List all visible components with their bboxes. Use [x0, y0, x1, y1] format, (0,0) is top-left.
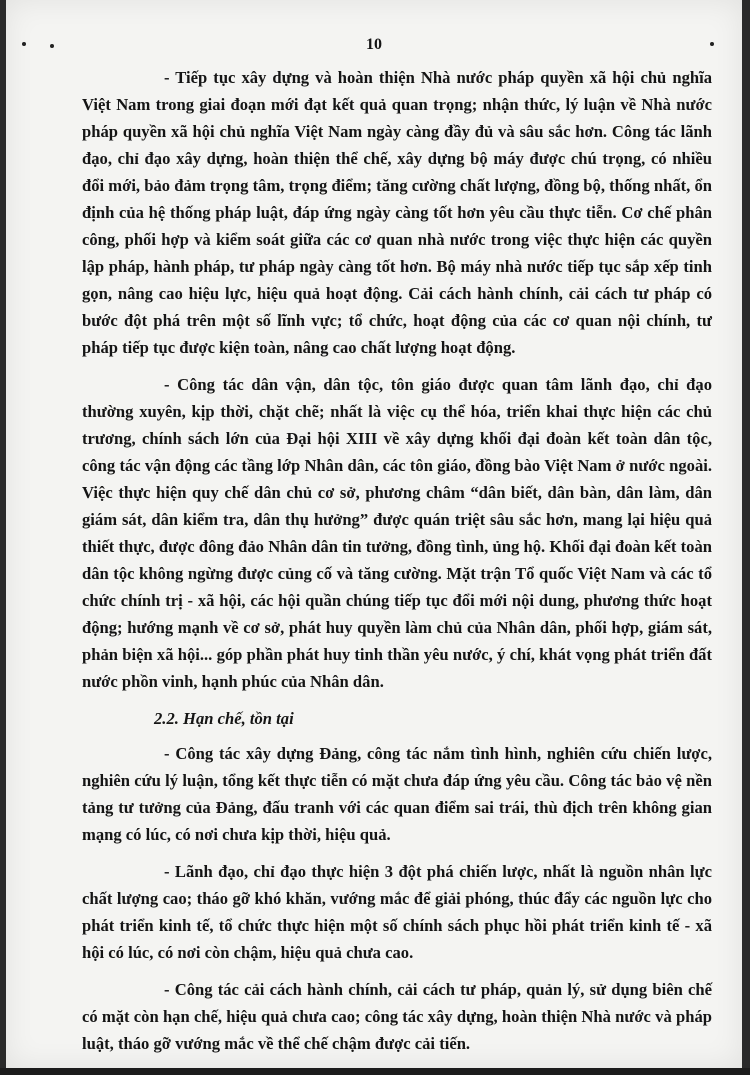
document-body	[82, 64, 712, 1067]
paragraph-administrative-reform: - Công tác cải cách hành chính, cải cách tư pháp, quản lý, sử dụng biên chế có mặt còn hạn chế, hiệu quả chưa cao; công tác xây dựng, hoàn thiện Nhà nước và pháp luật, tháo gỡ vướng mắc về thể chế chậm được cải tiến.	[82, 980, 712, 1053]
paragraph-mass-mobilization: - Công tác dân vận, dân tộc, tôn giáo được quan tâm lãnh đạo, chỉ đạo thường xuyên, kịp thời, chặt chẽ; nhất là việc cụ thể hóa, triển khai thực hiện các chủ trương, chính sách lớn của Đại hội XIII về xây dựng khối đại đoàn kết toàn dân tộc, công tác vận động các tầng lớp Nhân dân, các tôn giáo, đồng bào Việt Nam ở nước ngoài. Việc thực hiện quy chế dân chủ cơ sở, phương châm “dân biết, dân bàn, dân làm, dân giám sát, dân kiểm tra, dân thụ hưởng” được quán triệt sâu sắc hơn, mang lại hiệu quả thiết thực, được đông đảo Nhân dân tin tưởng, đồng tình, ủng hộ. Khối đại đoàn kết toàn dân tộc không ngừng được củng cố và tăng cường. Mặt trận Tổ quốc Việt Nam và các tổ chức chính trị - xã hội, các hội quần chúng tiếp tục đổi mới nội dung, phương thức hoạt động; hướng mạnh về cơ sở, phát huy quyền làm chủ của Nhân dân, phối hợp, giám sát, phản biện xã hội... góp phần phát huy tinh thần yêu nước, ý chí, khát vọng phát triển đất nước phồn vinh, hạnh phúc của Nhân dân.	[82, 375, 712, 691]
paragraph-rule-of-law-state: - Tiếp tục xây dựng và hoàn thiện Nhà nước pháp quyền xã hội chủ nghĩa Việt Nam trong giai đoạn mới đạt kết quả quan trọng; nhận thức, lý luận về Nhà nước pháp quyền xã hội chủ nghĩa Việt Nam ngày càng đầy đủ và sâu sắc hơn. Công tác lãnh đạo, chỉ đạo xây dựng, hoàn thiện thể chế, xây dựng bộ máy được chú trọng, có nhiều đổi mới, bảo đảm trọng tâm, trọng điểm; tăng cường chất lượng, đồng bộ, thống nhất, ổn định của hệ thống pháp luật, đáp ứng ngày càng tốt hơn yêu cầu thực tiễn. Cơ chế phân công, phối hợp và kiểm soát giữa các cơ quan nhà nước trong việc thực hiện các quyền lập pháp, hành pháp, tư pháp ngày càng tốt hơn. Bộ máy nhà nước tiếp tục sắp xếp tinh gọn, nâng cao hiệu lực, hiệu quả hoạt động. Cải cách hành chính, cải cách tư pháp có bước đột phá trên một số lĩnh vực; tổ chức, hoạt động của các cơ quan nội chính, tư pháp tiếp tục được kiện toàn, nâng cao chất lượng hoạt động.	[82, 68, 712, 357]
page-number: 10	[366, 36, 382, 53]
paragraph-strategic-breakthroughs: - Lãnh đạo, chỉ đạo thực hiện 3 đột phá chiến lược, nhất là nguồn nhân lực chất lượng cao; tháo gỡ khó khăn, vướng mắc để giải phóng, thúc đẩy các nguồn lực cho phát triển kinh tế, tổ chức thực hiện một số chính sách phục hồi phát triển kinh tế - xã hội có lúc, có nơi còn chậm, hiệu quả chưa cao.	[82, 862, 712, 962]
scan-bottom-edge	[0, 1068, 750, 1075]
paragraph-party-building-limitations: - Công tác xây dựng Đảng, công tác nắm tình hình, nghiên cứu chiến lược, nghiên cứu lý luận, tổng kết thực tiễn có mặt chưa đáp ứng yêu cầu. Công tác bảo vệ nền tảng tư tưởng của Đảng, đấu tranh với các quan điểm sai trái, thù địch trên không gian mạng có lúc, có nơi chưa kịp thời, hiệu quả.	[82, 744, 712, 844]
section-heading: 2.2. Hạn chế, tồn tại	[154, 709, 294, 728]
document-page	[6, 0, 742, 1068]
